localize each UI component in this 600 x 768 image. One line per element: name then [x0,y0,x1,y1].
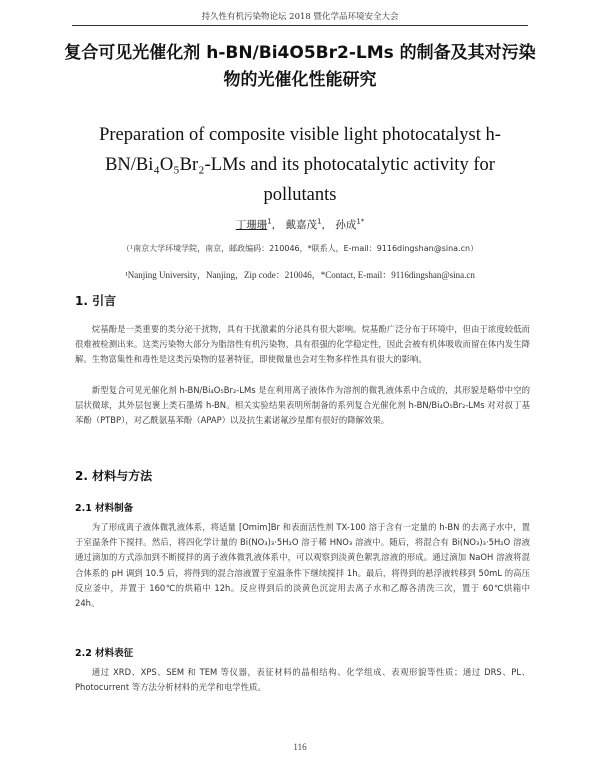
author-affiliation-mark: 1 [267,217,272,226]
author-affiliation-mark: 1* [356,217,365,226]
section-heading-methods: 2. 材料与方法 [75,469,153,483]
title-chinese: 复合可见光催化剂 h-BN/Bi4O5Br2-LMs 的制备及其对污染物的光催化性能研究 [64,43,536,90]
affiliation-english: ¹Nanjing University，Nanjing，Zip code：210046，*Contact, E-mail：9116dingshan@sina.cn [125,270,475,280]
author-name: 戴嘉茂 [285,219,318,231]
subsection-heading-preparation: 2.1 材料制备 [75,503,134,514]
header-rule [72,25,528,26]
author-separator: ， [271,219,283,231]
affiliation-chinese: （¹南京大学环境学院，南京，邮政编码：210046，*联系人，E-mail：9116dingshan@sina.cn） [121,244,479,253]
page-number: 116 [293,742,307,752]
running-header: 持久性有机污染物论坛 2018 暨化学品环境安全大会 [201,12,399,22]
author-separator: ， [321,219,332,231]
characterization-paragraph: 通过 XRD、XPS、SEM 和 TEM 等仪器，表征材料的晶相结构、化学组成、表观形貌等性质；通过 DRS、PL、Photocurrent 等方法分析材料的光学和电学性质。 [75,667,530,693]
author-list [0,217,600,232]
author-name: 丁珊珊 [235,219,268,231]
intro-paragraph-1: 烷基酚是一类重要的类分泌干扰物，具有干扰激素的分泌具有很大影响。烷基酚广泛分布于环境中，但由于浓度较低而很难被检测出来。这类污染物大部分为脂溶性有机污染物，具有很强的化学稳定性，因此会被有机体吸收而留在体内发生降解。生物富集性和毒性是这类污染物的显著特征，即使微量也会对生物多样性具有很大的影响。 [75,324,530,365]
intro-paragraph-2: 新型复合可见光催化剂 h-BN/Bi₄O₅Br₂-LMs 是在利用离子液体作为溶剂的微乳液体系中合成的，其形貌是略带中空的层状微球，其外层包裹上类石墨烯 h-BN。相关实验结果表明所制备的系列复合光催化剂 h-BN/Bi₄O₅Br₂-LMs 对对叔丁基苯酚（PTBP），对乙酰氨基苯酚（APAP）以及抗生素诺氟沙星都有很好的降解效果。 [75,385,530,426]
subsection-heading-characterization: 2.2 材料表征 [75,648,134,659]
title-english: Preparation of composite visible light photocatalyst h-BN/Bi₄O₅Br₂-LMs and its photocatalytic activity for pollutants [99,125,501,205]
author-name: 孙成 [335,219,357,231]
preparation-paragraph: 为了形成离子液体微乳液体系，将适量 [Omim]Br 和表面活性剂 TX-100 溶于含有一定量的 h-BN 的去离子水中，置于室温条件下搅拌。然后，将四化学计量的 Bi(NO₃)₃·5H₂O 溶于稀 HNO₃ 溶液中。随后，将混合有 Bi(NO₃)₃·5H₂O 溶液通过滴加的方式添加到不断搅拌的离子液体微乳液体系中，可以观察到淡黄色絮乳溶液的形成。通过滴加 NaOH 溶液将混合体系的 pH 调到 10.5 后，将得到的混合溶液置于室温条件下继续搅拌 1h。最后，将得到的悬浮液转移到 50mL 的高压反应釜中，并置于 160℃的烘箱中 12h。反应得到后的淡黄色沉淀用去离子水和乙醇各清洗三次，置于 60℃烘箱中 24h。 [75,522,530,609]
author-affiliation-mark: 1 [317,217,322,226]
section-heading-introduction: 1. 引言 [75,294,117,308]
